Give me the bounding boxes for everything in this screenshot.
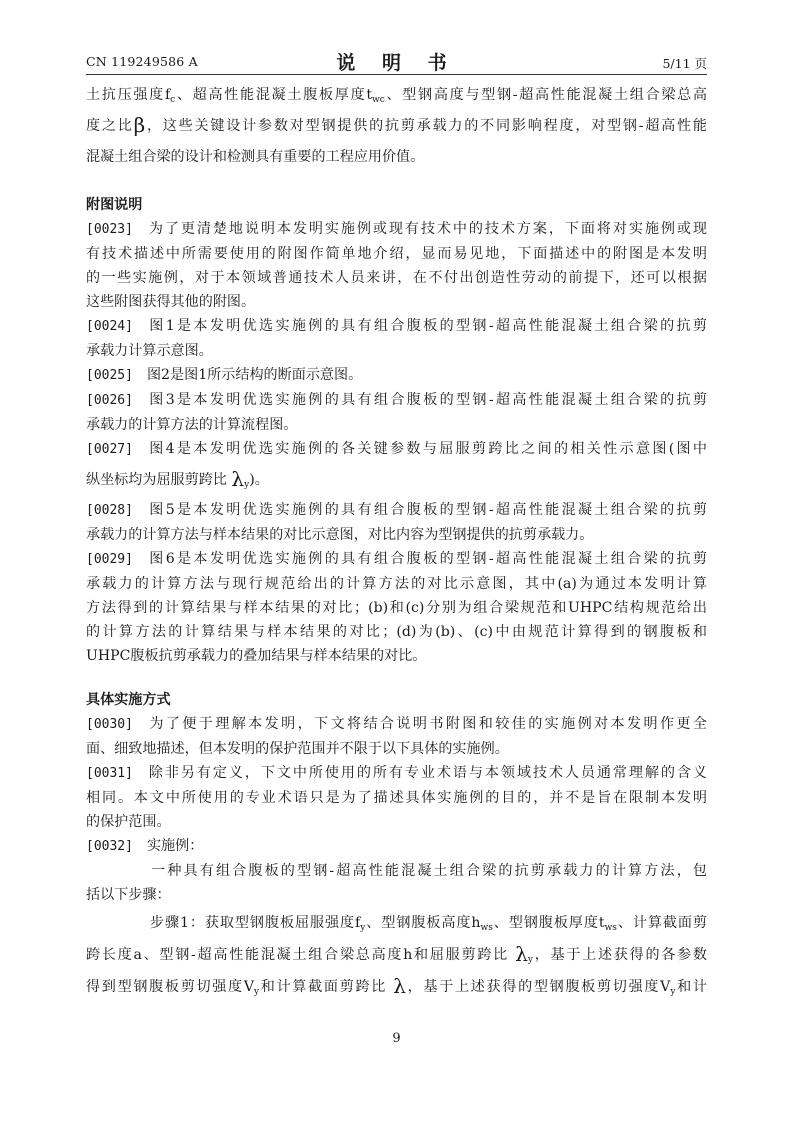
- intro-line-1: 土抗压强度$f_c$、超高性能混凝土腹板厚度$t_{wc}$、型钢高度与型钢-超高性能混凝土组合梁总高: [86, 87, 707, 105]
- paragraph-0024: [0024] 图1是本发明优选实施例的具有组合腹板的型钢-超高性能混凝土组合梁的抗剪 承载力计算示意图。: [86, 318, 707, 359]
- paragraph-number: [0028]: [86, 503, 133, 518]
- paragraph-number: [0024]: [86, 319, 133, 334]
- method-paragraph: 一种具有组合腹板的型钢-超高性能混凝土组合梁的抗剪承载力的计算方法，包 括以下步骤：: [86, 863, 707, 903]
- intro-line-2: 度之比β，这些关键设计参数对型钢提供的抗剪承载力的不同影响程度，对型钢-超高性能: [86, 113, 708, 137]
- header-divider: [86, 74, 707, 75]
- paragraph-number: [0025]: [86, 368, 133, 383]
- paragraph-0028: [0028] 图5是本发明优选实施例的具有组合腹板的型钢-超高性能混凝土组合梁的抗剪 承载力的计算方法与样本结果的对比示意图，对比内容为型钢提供的抗剪承载力。: [86, 502, 707, 543]
- document-type-title: 说 明 书: [336, 52, 457, 74]
- patent-number: CN 119249586 A: [86, 54, 198, 69]
- step1-paragraph: 步骤1：获取型钢腹板屈服强度$f_y$、型钢腹板高度$h_{ws}$、型钢腹板厚度$t_{ws}$、计算截面剪 跨长度a、型钢-超高性能混凝土组合梁总高度h和屈服剪跨比 $\lambda_y$，基于上述获得的各参数 得到型钢腹板剪切强度$V_y$和计算截面剪跨比 λ，基于上述获得的型钢腹板剪切强度$V_y$和计: [86, 915, 708, 998]
- paragraph-number: [0026]: [86, 393, 133, 408]
- paragraph-0031: [0031] 除非另有定义，下文中所使用的所有专业术语与本领域技术人员通常理解的含义 相同。本文中所使用的专业术语只是为了描述具体实施例的目的，并不是旨在限制本发明 的保护范围。: [86, 765, 707, 830]
- page-header: [86, 50, 707, 74]
- paragraph-number: [0023]: [86, 222, 133, 237]
- lambda-y-symbol: λ: [515, 942, 528, 966]
- section-heading-embodiments: 具体实施方式: [86, 692, 171, 708]
- paragraph-number: [0027]: [86, 442, 133, 457]
- section-heading-drawings: 附图说明: [86, 197, 143, 213]
- lambda-symbol: λ: [393, 974, 406, 998]
- paragraph-number: [0029]: [86, 552, 133, 567]
- page-indicator: 5/11 页: [662, 56, 707, 71]
- paragraph-0025: [0025] 图2是图1所示结构的断面示意图。: [86, 367, 363, 383]
- paragraph-0027: [0027] 图4是本发明优选实施例的各关键参数与屈服剪跨比之间的相关性示意图(图中 纵坐标均为屈服剪跨比 $\lambda_y$)。: [86, 441, 707, 491]
- intro-line-3: 混凝土组合梁的设计和检测具有重要的工程应用价值。: [86, 149, 425, 165]
- lambda-symbol: λ: [231, 467, 245, 491]
- document-body: [86, 80, 707, 1003]
- paragraph-number: [0031]: [86, 766, 133, 781]
- paragraph-number: [0032]: [86, 839, 133, 854]
- intro-paragraph: [86, 80, 707, 173]
- paragraph-0026: [0026] 图3是本发明优选实施例的具有组合腹板的型钢-超高性能混凝土组合梁的抗剪 承载力的计算方法的计算流程图。: [86, 392, 707, 433]
- paragraph-0030: [0030] 为了便于理解本发明，下文将结合说明书附图和较佳的实施例对本发明作更全 面、细致地描述，但本发明的保护范围并不限于以下具体的实施例。: [86, 716, 707, 757]
- paragraph-0023: [0023] 为了更清楚地说明本发明实施例或现有技术中的技术方案，下面将对实施例或现 有技术描述中所需要使用的附图作简单地介绍，显而易见地，下面描述中的附图是本发明 的一些实施例，对于本领域普通技术人员来讲，在不付出创造性劳动的前提下，还可以根据 这些附图获得其他的附图。: [86, 221, 707, 310]
- beta-symbol: β: [133, 113, 146, 137]
- paragraph-0029: [0029] 图6是本发明优选实施例的具有组合腹板的型钢-超高性能混凝土组合梁的抗剪 承载力的计算方法与现行规范给出的计算方法的对比示意图，其中(a)为通过本发明计算 方法得到的计算结果与样本结果的对比；(b)和(c)分别为组合梁规范和UHPC结构规范给出 的计算方法的计算结果与样本结果的对比；(d)为(b)、(c)中由规范计算得到的钢腹板和 UHPC腹板抗剪承载力的叠加结果与样本结果的对比。: [86, 551, 707, 664]
- page-number: 9: [392, 1031, 401, 1046]
- paragraph-0032: [0032] 实施例：: [86, 838, 204, 854]
- paragraph-number: [0030]: [86, 717, 133, 732]
